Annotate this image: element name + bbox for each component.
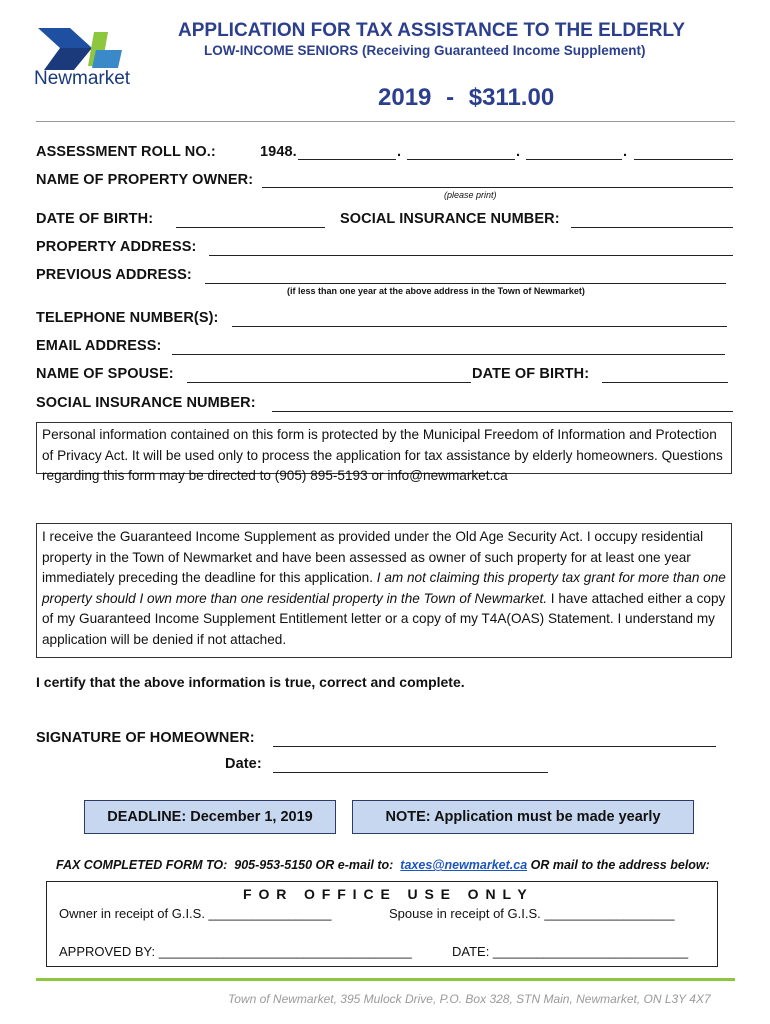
privacy-notice xyxy=(36,422,732,483)
header-divider xyxy=(36,121,735,122)
sin-field[interactable] xyxy=(571,227,733,228)
office-use-box xyxy=(46,881,718,967)
approved-by: APPROVED BY: ___________________________________ xyxy=(59,944,412,959)
year-amount xyxy=(378,84,554,112)
declaration-italic: I am not claiming this property tax grant for more than one property should I own more than one residential property in the Town of Newmarket. xyxy=(42,570,726,606)
previous-hint: (if less than one year at the above address in the Town of Newmarket) xyxy=(287,286,585,296)
grant-amount: $311.00 xyxy=(468,84,555,111)
footer-address: Town of Newmarket, 395 Mulock Drive, P.O. Box 328, STN Main, Newmarket, ON L3Y 4X7 xyxy=(228,992,711,1006)
logo-text: Newmarket xyxy=(34,68,131,89)
owner-label: NAME OF PROPERTY OWNER: xyxy=(36,172,254,188)
fax-suffix: OR mail to the address below: xyxy=(527,858,710,872)
email-label: EMAIL ADDRESS: xyxy=(36,338,162,354)
deadline-label: DEADLINE xyxy=(107,809,182,825)
sin-label: SOCIAL INSURANCE NUMBER: xyxy=(340,211,560,227)
spouse-field[interactable] xyxy=(187,382,471,383)
email-field[interactable] xyxy=(172,354,725,355)
previous-field[interactable] xyxy=(205,283,726,284)
form-title: APPLICATION FOR TAX ASSISTANCE TO THE ELDERLY xyxy=(178,20,686,41)
fax-instructions xyxy=(56,858,710,872)
signature-label: SIGNATURE OF HOMEOWNER: xyxy=(36,730,255,746)
signature-date-label: Date: xyxy=(225,756,262,772)
property-field[interactable] xyxy=(209,255,733,256)
email-link[interactable]: taxes@newmarket.ca xyxy=(400,858,528,872)
dash: - xyxy=(446,84,455,111)
spouse-dob-label: DATE OF BIRTH: xyxy=(472,366,590,382)
fax-prefix: FAX COMPLETED FORM TO: 905-953-5150 OR e-mail to: xyxy=(56,858,401,872)
newmarket-logo xyxy=(30,24,130,90)
office-use-title: F O R O F F I C E U S E O N L Y xyxy=(243,886,529,902)
roll-prefix: 1948. xyxy=(260,144,297,160)
signature-field[interactable] xyxy=(273,746,716,747)
spouse-sin-label: SOCIAL INSURANCE NUMBER: xyxy=(36,395,256,411)
roll-field-2[interactable] xyxy=(407,159,515,160)
spouse-gis: Spouse in receipt of G.I.S. __________________ xyxy=(389,906,675,921)
roll-dot-3: . xyxy=(623,144,628,160)
declaration-part1: I receive the Guaranteed Income Supplement as provided under the Old Age Security Act. I occupy residential property in the Town of Newmarket and have been assessed as owner of such property for at least one year immediately preceding the deadline for this application. xyxy=(42,529,704,585)
declaration-part3: I have attached either a copy of my Guaranteed Income Supplement Entitlement letter or a copy of my T4A(OAS) Statement. I understand my application will be denied if not attached. xyxy=(42,590,726,647)
office-date: DATE: ___________________________ xyxy=(452,944,689,959)
note-text: NOTE: Application must be made yearly xyxy=(385,809,661,825)
roll-dot-2: . xyxy=(516,144,521,160)
phone-field[interactable] xyxy=(232,326,727,327)
certify-statement: I certify that the above information is true, correct and complete. xyxy=(36,674,465,690)
signature-date-field[interactable] xyxy=(273,772,548,773)
roll-label: ASSESSMENT ROLL NO.: xyxy=(36,144,216,160)
tax-year: 2019 xyxy=(378,84,432,111)
phone-label: TELEPHONE NUMBER(S): xyxy=(36,310,219,326)
roll-field-1[interactable] xyxy=(298,159,396,160)
spouse-sin-field[interactable] xyxy=(272,411,733,412)
roll-field-3[interactable] xyxy=(526,159,622,160)
footer-rule xyxy=(36,978,735,981)
privacy-text: Personal information contained on this form is protected by the Municipal Freedom of Information and Protection of Privacy Act. It will be used only to process the application for tax assistance by elderly homeowners. Questions regarding this form may be directed to (905) 895-5193 or info@newmarket.ca xyxy=(42,427,723,483)
form-subtitle: LOW-INCOME SENIORS (Receiving Guaranteed Income Supplement) xyxy=(204,43,646,58)
logo-mark-icon xyxy=(30,24,130,72)
previous-label: PREVIOUS ADDRESS: xyxy=(36,267,192,283)
spouse-dob-field[interactable] xyxy=(602,382,728,383)
dob-label: DATE OF BIRTH: xyxy=(36,211,154,227)
spouse-label: NAME OF SPOUSE: xyxy=(36,366,174,382)
note-box xyxy=(352,800,694,834)
declaration-box xyxy=(36,523,732,658)
property-label: PROPERTY ADDRESS: xyxy=(36,239,197,255)
roll-dot-1: . xyxy=(397,144,402,160)
dob-field[interactable] xyxy=(176,227,325,228)
deadline-box xyxy=(84,800,336,834)
deadline-value: : December 1, 2019 xyxy=(181,809,313,825)
owner-field[interactable] xyxy=(262,187,733,188)
roll-field-4[interactable] xyxy=(634,159,733,160)
owner-gis: Owner in receipt of G.I.S. _________________ xyxy=(59,906,332,921)
owner-hint: (please print) xyxy=(444,190,497,200)
